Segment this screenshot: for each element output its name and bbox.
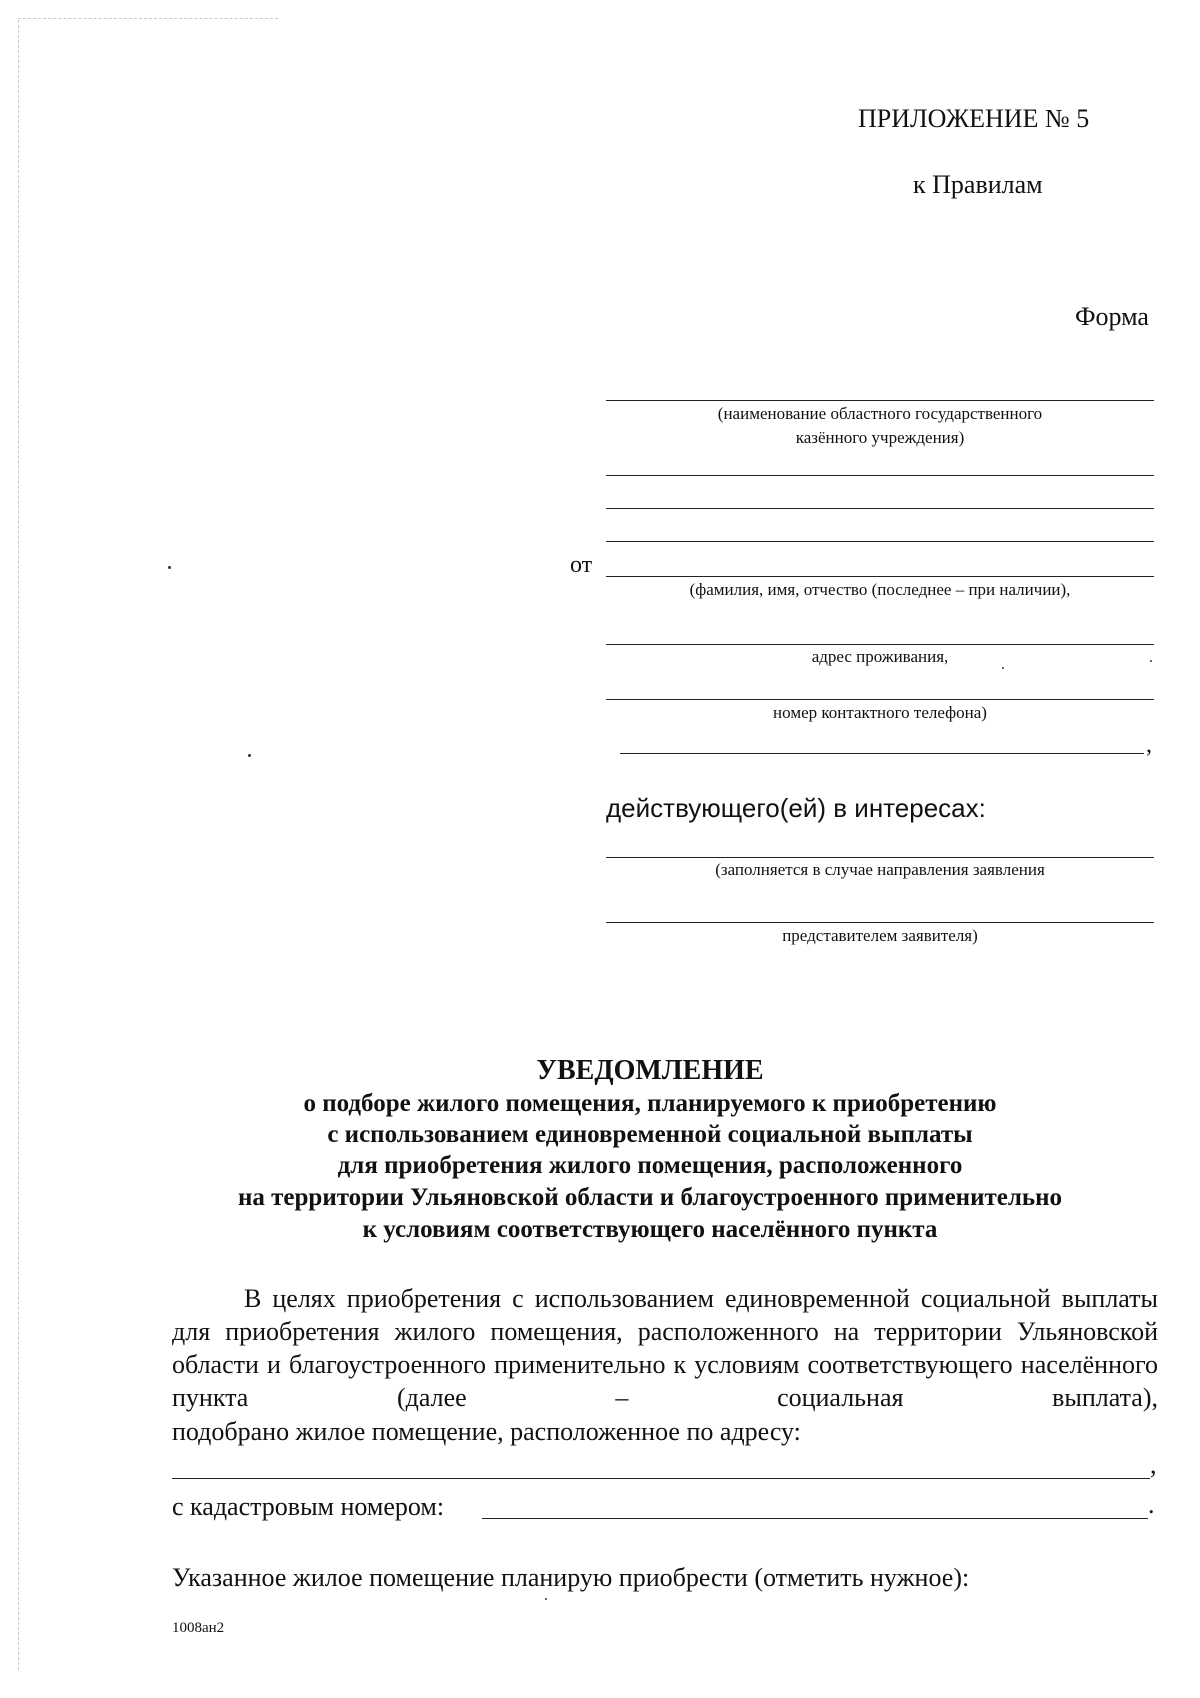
name-line: [606, 576, 1154, 577]
plan-text: Указанное жилое помещение планирую приобрести (отметить нужное):: [172, 1563, 970, 1592]
notice-subtitle-line: для приобретения жилого помещения, расположенного: [337, 1152, 963, 1179]
scan-edge-top: [18, 18, 278, 19]
cadastral-fill-line: [482, 1518, 1148, 1519]
institution-caption-2: казённого учреждения): [795, 428, 965, 447]
institution-line-2: [606, 475, 1154, 476]
notice-subtitle-line: на территории Ульяновской области и благоустроенного применительно: [237, 1184, 1062, 1211]
address-comma: ,: [1150, 1450, 1157, 1479]
scan-speck: [168, 566, 171, 569]
scan-edge-left: [18, 20, 19, 1670]
institution-caption-1: (наименование областного государственного: [717, 404, 1043, 423]
representative-caption-2: представителем заявителя): [782, 926, 978, 945]
scan-speck: [248, 754, 251, 757]
name-caption: (фамилия, имя, отчество (последнее – при наличии),: [689, 580, 1071, 599]
address-fill-line: [172, 1478, 1150, 1479]
representative-line-2: [606, 922, 1154, 923]
body-paragraph: В целях приобретения с использованием единовременной социальной выплаты для приобретения жилого помещения, расположенного на территории Ульяновской области и благоустроенного применительно к условиям соответствующего населённого пункта (далее – социальная выплата),: [172, 1284, 1158, 1412]
phone-caption: номер контактного телефона): [773, 703, 987, 722]
scan-speck: [545, 1598, 547, 1600]
phone-line: [606, 699, 1154, 700]
notice-subtitle-line: к условиям соответствующего населённого пункта: [362, 1216, 938, 1243]
institution-line-4: [606, 541, 1154, 542]
cadastral-label: с кадастровым номером:: [172, 1492, 445, 1521]
scan-speck: [1002, 667, 1004, 669]
cadastral-period: .: [1148, 1490, 1155, 1519]
appendix-number: ПРИЛОЖЕНИЕ № 5: [858, 104, 1090, 133]
phone-comma: ,: [1146, 732, 1152, 758]
to-rules-label: к Правилам: [913, 170, 1043, 199]
doc-code: 1008ан2: [172, 1620, 225, 1636]
form-label: Форма: [1075, 302, 1149, 331]
notice-subtitle-line: с использованием единовременной социальной выплаты: [327, 1121, 973, 1148]
representative-caption-1: (заполняется в случае направления заявления: [715, 860, 1045, 879]
notice-subtitle-line: о подборе жилого помещения, планируемого к приобретению: [303, 1090, 997, 1117]
body-address-line: подобрано жилое помещение, расположенное по адресу:: [172, 1417, 801, 1446]
from-label: от: [570, 552, 593, 578]
institution-line-3: [606, 508, 1154, 509]
address-caption: адрес проживания,: [811, 647, 949, 666]
notice-title: УВЕДОМЛЕНИЕ: [536, 1055, 764, 1086]
acting-label: действующего(ей) в интересах:: [606, 793, 986, 823]
institution-line: [606, 400, 1154, 401]
phone-line-2: [620, 753, 1144, 754]
scan-speck: [1150, 660, 1152, 662]
